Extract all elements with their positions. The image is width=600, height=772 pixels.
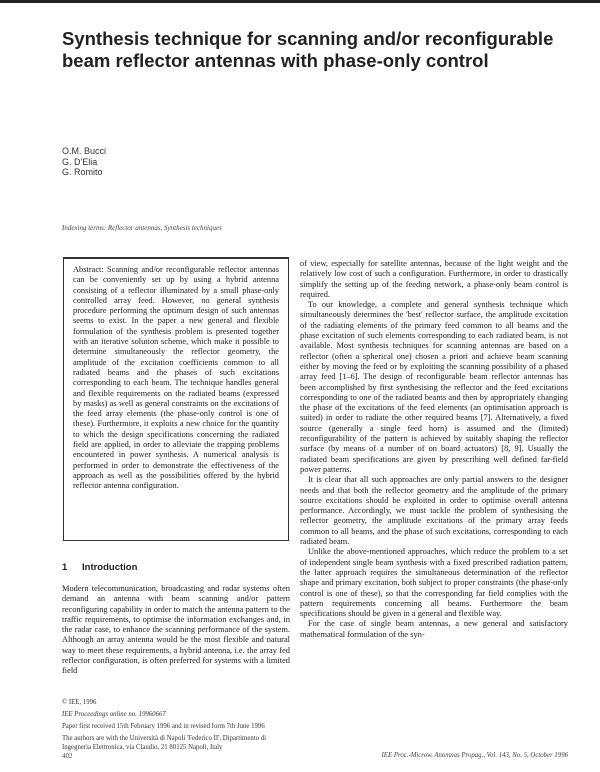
author: G. D'Elia	[62, 156, 98, 167]
body-paragraph: To our knowledge, a complete and general synthesis technique which simultaneously determines the 'best' reflector surface, the amplitude excitation of the radiating elements of the primary feed common to all beams and the phase excitation of such elements corresponding to each radiated beam, is not available. Most synthesis techniques for scanning antennas are based on a reflector (often a spherical one) chosen a priori and achieve beam scanning either by moving the feed or by exploiting the scanning possibility of a phased array feed [1–6]. The design of reconfigurable beam reflector antennas has been accomplished by first synthesising the reflector and the feed excitations corresponding to one of the radiated beams and then by appropriately changing the phase of the excitations of the feed elements (an optimisation approach is suited) in order to radiate the other required beams [7]. Alternatively, a fixed source (generally a single feed horn) is assumed and the (limited) reconfigurability of the pattern is achieved by suitably shaping the reflector surface (by means of a number of on board actuators) [8, 9]. Usually the radiated beam specifications are given by prescribing well defined far-field power patterns.	[300, 300, 568, 474]
footnote-received: Paper first received 15th February 1996 and in revised form 7th June 1996	[62, 723, 265, 730]
author: G. Romito	[62, 167, 103, 177]
footnote-online: IEE Proceedings online no. 19960667	[62, 711, 166, 718]
abstract-box	[63, 257, 289, 541]
section-number: 1	[62, 562, 68, 573]
paper-title: Synthesis technique for scanning and/or reconfigurable beam reflector antennas with phase-only control	[62, 28, 554, 71]
journal-footer: IEE Proc.-Microw. Antennas Propag., Vol. 143, No. 5, October 1996	[381, 752, 568, 759]
page-top-border	[0, 0, 600, 3]
author-list	[62, 146, 106, 178]
author: O.M. Bucci	[62, 146, 107, 156]
index-terms: Indexing terms: Reflector antennas, Synthesis techniques	[62, 224, 222, 232]
page-number: 402	[62, 752, 73, 760]
section-title: Introduction	[82, 562, 138, 573]
body-paragraph: of view, especially for satellite antennas, because of the light weight and the relatively low cost of such a configuration. Furthermore, in order to drastically simplify the setting up of the feeding network, a phase-only beam control is required.	[300, 259, 568, 299]
body-paragraph: It is clear that all such approaches are only partial answers to the designer needs and that both the reflector geometry and the amplitude of the primary source excitations should be exploited in order to optimise overall antenna performance. Accordingly, we must tackle the problem of synthesising the reflector geometry, the amplitude excitations of the primary array feeds common to all beams, and the phase of such excitations, corresponding to each radiated beam.	[300, 475, 568, 547]
body-paragraph: Unlike the above-mentioned approaches, which reduce the problem to a set of independent single beam synthesis with a fixed prescribed radiation pattern, the latter approach requires the simultaneous determination of the reflector shape and primary excitation, both subject to proper constraints (the phase-only control is one of these), so that the corresponding far field complies with the pattern requirements concerning all beams. Furthermore the beam specifications should be given in a general and flexible way.	[300, 547, 568, 619]
body-paragraph: For the case of single beam antennas, a new general and satisfactory mathematical formulation of the syn-	[300, 619, 568, 639]
section-heading	[62, 562, 137, 573]
footnotes	[62, 698, 290, 755]
footnote-copyright: © IEE, 1996	[62, 699, 97, 706]
footnote-affiliation: The authors are with the Università di Napoli 'Federico II', Dipartimento di Ingegneria Elettronica, via Claudio, 21 80125 Napoli, Italy	[62, 735, 267, 751]
abstract-text: Abstract: Scanning and/or reconfigurable reflector antennas can be conveniently set up by using a hybrid antenna consisting of a reflector illuminated by a small phase-only controlled array feed. However, no general synthesis procedure performing the optimum design of such antennas seems to exist. In the paper a new general and flexible formulation of the synthesis problem is presented together with an iterative solution scheme, which make it possible to determine simultaneously the reflector geometry, the amplitude of the excitation coefficients common to all radiated beams and the phases of such excitations corresponding to each beam. The technique handles general and flexible requirements on the radiated beams (expressed by masks) as well as general constraints on the excitations of the feed array elements (the phase-only control is one of these). Furthermore, it exploits a new choice for the quantity to which the design specifications concerning the radiated field are applied, in order to alleviate the trapping problems encountered in power synthesis. A numerical analysis is performed in order to demonstrate the effectiveness of the approach as well as the possibilities offered by the hybrid reflector antenna configuration.	[73, 265, 279, 491]
right-column	[300, 259, 568, 640]
body-paragraph: Modern telecommunication, broadcasting and radar systems often demand an antenna with beam scanning and/or pattern reconfiguring capability in order to match the antenna pattern to the traffic requirements, to optimise the information exchanges and, in the radar case, to enhance the scanning performance of the system. Although an array antenna would be the most flexible and natural way to meet these requirements, a hybrid antenna, i.e. the array fed reflector configuration, is often preferred for systems with a limited field	[62, 584, 290, 676]
intro-left-column	[62, 584, 290, 677]
